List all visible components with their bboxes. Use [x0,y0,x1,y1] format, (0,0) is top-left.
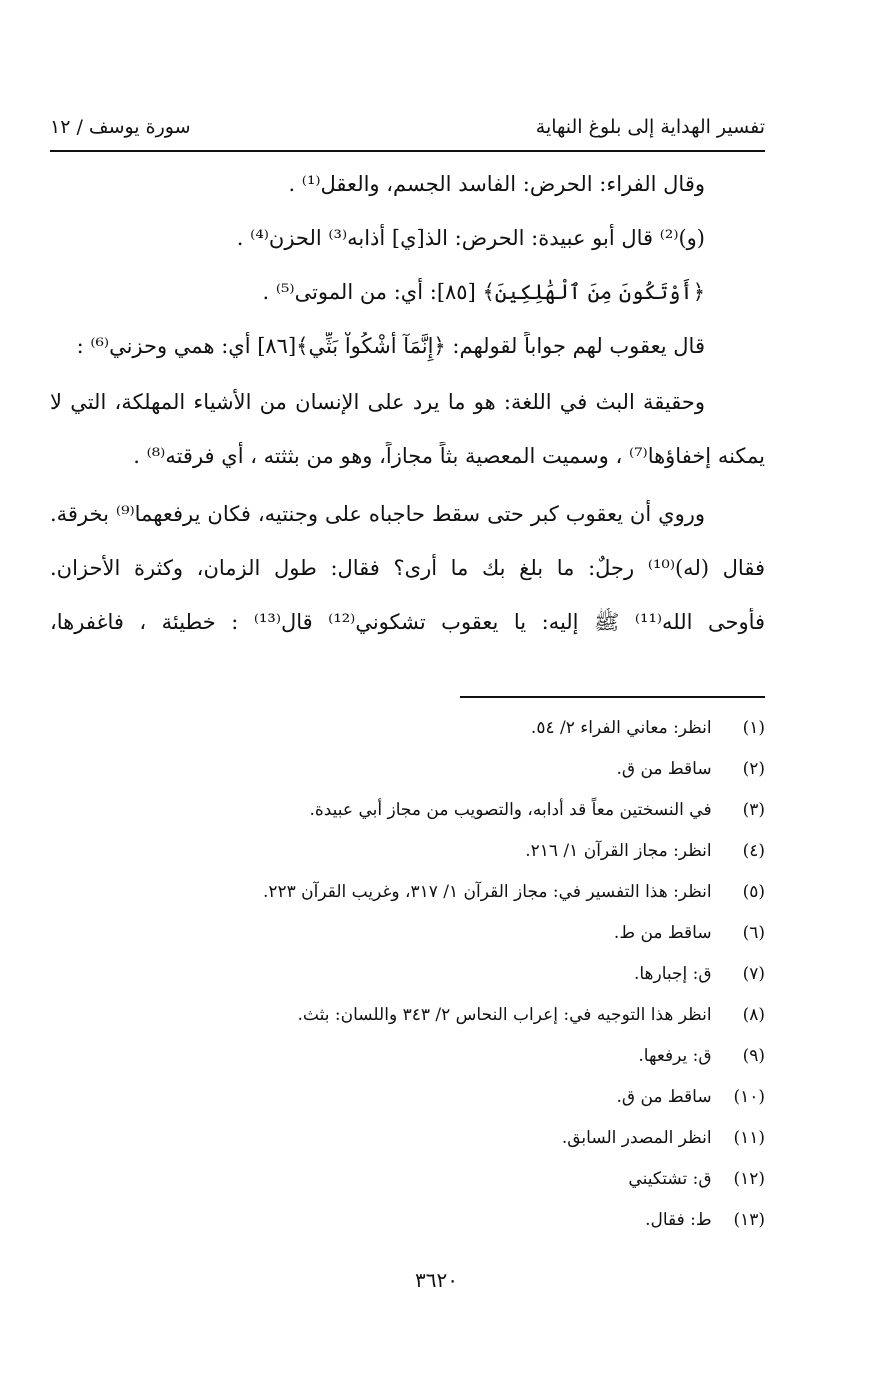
footnote-text: ساقط من ط. [613,923,712,943]
footnote-number: (٣) [742,800,765,820]
footnote-item [120,1005,765,1035]
footnote-item [120,882,765,912]
text-line: وقال الفراء: الحرض: الفاسد الجسم، والعقل⁽¹⁾ . [288,172,705,196]
footnote-number: (١١) [733,1128,765,1148]
footnote-text: ق: يرفعها. [638,1046,712,1066]
footnote-item [120,1087,765,1117]
footnote-item [120,1169,765,1199]
footnote-text: في النسختين معاً قد أدابه، والتصويب من مجاز أبي عبيدة. [309,800,712,820]
footnote-number: (١) [742,718,765,738]
footnote-text: ساقط من ق. [616,1087,712,1107]
footnote-text: انظر المصدر السابق. [561,1128,712,1148]
text-line: فقال (له)⁽¹⁰⁾ رجلٌ: ما بلغ بك ما أرى؟ فقال: طول الزمان، وكثرة الأحزان. [50,556,765,580]
footnote-text: انظر هذا التوجيه في: إعراب النحاس ٢/ ٣٤٣ واللسان: بثث. [297,1005,712,1025]
text-line: وحقيقة البث في اللغة: هو ما يرد على الإنسان من الأشياء المهلكة، التي لا [50,390,705,414]
footnote-item [120,759,765,789]
text-line: فأوحى الله⁽¹¹⁾ ﷺ إليه: يا يعقوب تشكوني⁽¹²⁾ قال⁽¹³⁾ : خطيئة ، فاغفرها، [50,610,765,634]
header-chapter: سورة يوسف / ١٢ [50,116,191,138]
footnote-item [120,718,765,748]
footnote-item [120,1128,765,1158]
header-rule [50,150,765,152]
running-header [50,112,765,148]
text-line: وروي أن يعقوب كبر حتى سقط حاجباه على وجنتيه، فكان يرفعهما⁽⁹⁾ بخرقة. [50,502,705,526]
footnote-number: (١٣) [733,1210,765,1230]
footnote-item [120,1046,765,1076]
footnote-number: (٥) [742,882,765,902]
page-number: ٣٦٢٠ [415,1268,458,1292]
footnote-number: (١٠) [733,1087,765,1107]
footnote-separator [460,696,765,698]
footnote-text: ط: فقال. [645,1210,712,1230]
footnote-text: انظر: هذا التفسير في: مجاز القرآن ١/ ٣١٧، وغريب القرآن ٢٢٣. [262,882,712,902]
header-book-title: تفسير الهداية إلى بلوغ النهاية [535,116,765,138]
footnote-number: (١٢) [733,1169,765,1189]
footnote-item [120,800,765,830]
text-line: قال يعقوب لهم جواباً لقولهم: ﴿إِنَّمَآ أَشْكُواْ بَثِّي﴾[٨٦] أي: همي وحزني⁽⁶⁾ : [76,334,705,358]
text-line: (و)⁽²⁾ قال أبو عبيدة: الحرض: الذ[ي] أذابه⁽³⁾ الحزن⁽⁴⁾ . [236,226,705,250]
footnote-text: انظر: مجاز القرآن ١/ ٢١٦. [525,841,712,861]
footnote-number: (٨) [742,1005,765,1025]
footnote-number: (٢) [742,759,765,779]
footnote-number: (٧) [742,964,765,984]
footnote-text: انظر: معاني الفراء ٢/ ٥٤. [530,718,712,738]
footnote-text: ق: إجبارها. [633,964,712,984]
footnote-number: (٩) [742,1046,765,1066]
footnote-item [120,1210,765,1240]
footnote-item [120,841,765,871]
footnote-text: ق: تشتكيني [628,1169,712,1189]
footnote-number: (٦) [742,923,765,943]
footnote-item [120,964,765,994]
footnote-number: (٤) [742,841,765,861]
text-line: ﴿أَوْتَكُونَ مِنَ ٱلْهَٰلِكِينَ﴾ [٨٥]: أي: من الموتى⁽⁵⁾ . [262,280,705,304]
footnote-item [120,923,765,953]
text-line: يمكنه إخفاؤها⁽⁷⁾ ، وسميت المعصية بثاً مجازاً، وهو من بثثته ، أي فرقته⁽⁸⁾ . [133,444,765,468]
footnote-text: ساقط من ق. [616,759,712,779]
